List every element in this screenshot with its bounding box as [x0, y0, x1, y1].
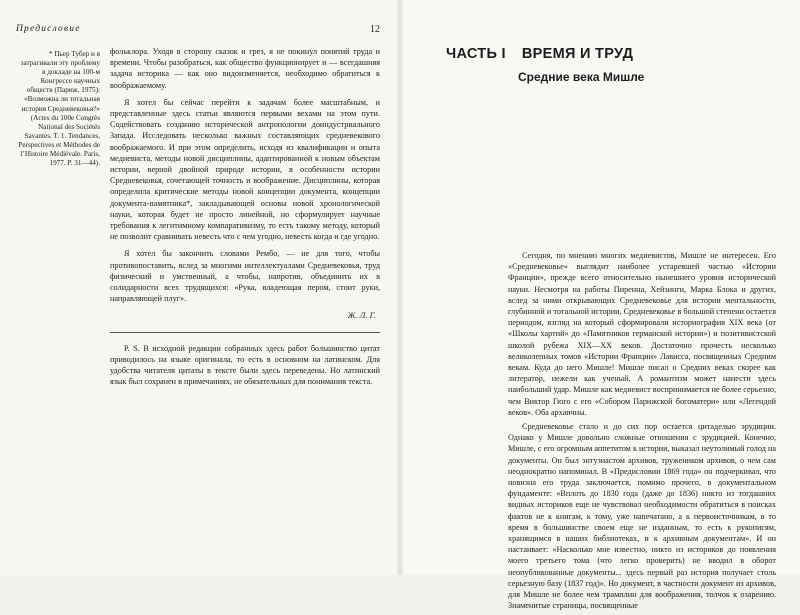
part-heading: [446, 46, 633, 62]
chapter-subheading: Средние века Мишле: [518, 70, 645, 84]
author-signature: Ж. Л. Г.: [347, 310, 376, 321]
paragraph: фольклора. Уходя в сторону сказок и грез, я не покинул понятий труда и времени. Чтобы разобраться, как общество функционирует и — всегдашняя задача историка — как оно видоизменяется, необходимо обратиться к воображаемому.: [110, 47, 380, 90]
page-number: 12: [370, 24, 380, 35]
running-head: Предисловие: [16, 24, 81, 34]
paragraph: Сегодня, по мнению многих медиевистов, Мишле не интересен. Его «Средневековье» выглядит наиболее устаревшей частью «Истории Франции», прежде всего относительно нынешнего уровня исторической науки. Несмотря на работы Пиренна, Хейзинги, Марка Блока и других, вслед за ними открывающих Средневековье для истории ментальности, глубинной и тотальной истории, Средневековье в большой степени остается периодом, взгляд на который сформировали историография XIX века (от «Школы хартий» до «Памятников германской истории») и позитивистской школой рубежа XIX—XX веков. Достаточно прочесть несколько великолепных томов «Истории Франции» Лависса, посвященных Средним векам. Куда до него Мишле! Мишле писал о Средних веках скорее как литератор, нежели как ученый. А романтизм может нанести здесь наибольший удар. Мишле как медиевист воспринимается не более серьезно, чем Виктор Гюго с его «Собором Парижской богоматери» или «Легендой веков». Оба архаичны.: [508, 251, 776, 417]
part-title: ВРЕМЯ И ТРУД: [521, 46, 634, 62]
left-page: [0, 0, 400, 575]
postscript: P. S. В исходной редакции собранных здесь работ большинство цитат приводилось на языке оригинала, то есть в основном на латинском. Для удобства читателя цитаты в тексте были здесь переведены. Но латинский язык был сохранен в примечаниях, не обязательных для понимания текста.: [110, 343, 380, 387]
book-gutter: [396, 0, 404, 575]
paragraph: Я хотел бы закончить словами Рембо, — не для того, чтобы противопоставить, вслед за многими интеллектуалами Средневековья, труд физический и умственный, а чтобы, напротив, объединить их в солидарности всех трудящихся: «Рука, владеющая пером, стоит руки, направляющей плуг».: [110, 249, 380, 304]
left-body-text: [110, 46, 380, 393]
right-body-text: [508, 250, 776, 615]
part-label: ЧАСТЬ I: [446, 46, 506, 62]
paragraph: Средневековье стало и до сих пор остается цитаделью эрудиции. Однако у Мишле довольно сложные отношения с эрудицией. Конечно, Мишле, с его огромным аппетитом к истории, выказал неутолимый голод на документы. Он был энтузиастом архивов, тружеником архивов, о чем сам неоднократно напоминал. В «Предисловии 1869 года» он подчеркивал, что новизна его труда заключается, помимо прочего, в документальном фундаменте: «Вплоть до 1830 года (даже до 1836) никто из тогдашних видных историков еще не чувствовал необходимости обратиться в поисках фактов не к книгам, к тому, уже напечатано, а к первоисточникам, в то время в большинстве своем еще не изданным, то есть к рукописям, хранящимся в наших библиотеках, и к архивным документам». И он настаивает: «Насколько мне известно, никто из историков до появления моего третьего тома (что легко проверить) не вводил в оборот неопубликованные документы... здесь первый раз история получает столь серьезную базу (1837 год)». Но документ, в частности документ из архивов, для Мишле не более чем трамплин для воображения, толчок к озарению. Знаменитые страницы, посвященные: [508, 422, 776, 611]
paragraph: Я хотел бы сейчас перейти к задачам более масштабным, и представленные здесь статьи являются первыми вехами на этом пути. Содействовать созданию исторической антропологии доиндустриального Запада. Исследовать несколько важных составляющих средневекового воображаемого. И при этом определить, исходя из квалификации и опыта медиевиста, методы новой дисциплины, адаптированной к новым объектам истории, верной двойной природе истории, в особенности истории Средневековья, сочетающей точность и воображение. Дисциплины, которая определила критические методы новой концепции документа, концепции документа-памятника*, закладывающей основы новой хронологической науки, которая будет не просто линейной, но сформулирует научные требования к легитимному компаративизму, то есть такому методу, который не позволит сравнивать невесть что с чем угодно, невесть когда и где угодно.: [110, 97, 380, 242]
margin-footnote: * Пьер Тубер и я затрагивали эту проблему в докладе на 100-м Конгрессе научных обществ (Париж, 1975): «Возможна ли тотальная история Средневековья?» (Actes du 100e Congrès National des Sociétés Savantes. T. 1. Tendances, Perspectives et Méthodes de l’Histoire Médiévale. Paris, 1977. P. 31—44).: [18, 50, 100, 168]
divider: [110, 332, 380, 333]
